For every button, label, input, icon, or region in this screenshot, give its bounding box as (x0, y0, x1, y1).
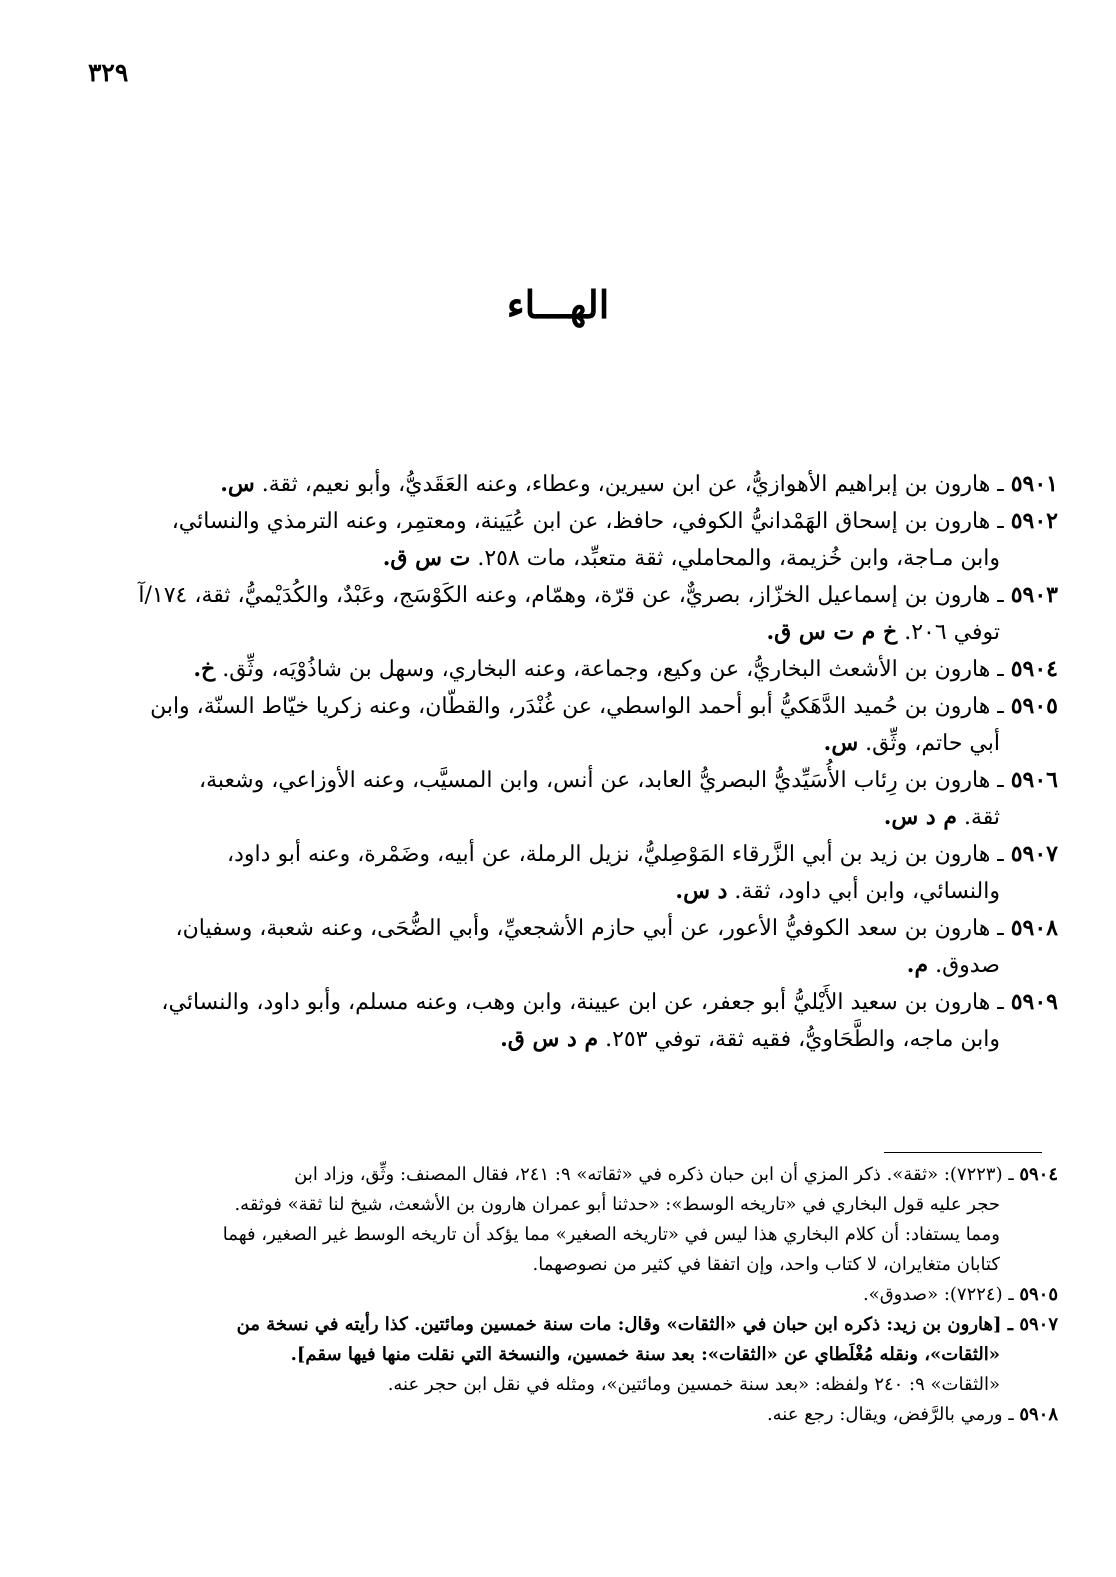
footnote-continuation: حجر عليه قول البخاري في «تاريخه الوسط»: «حدثنا أبو عمران هارون بن الأشعث، شيخ لنا ثقة» فوثقه. (234, 1194, 1000, 1215)
footnote-5: ٥٩٠٨ ـ ورمي بالرَّفض، ويقال: رجع عنه. (766, 1404, 1058, 1425)
entry-continuation: صدوق. م. (906, 952, 1000, 978)
entry-codes: م د س. (883, 804, 957, 830)
entry-codes: د س. (675, 878, 728, 904)
entry-codes: خ م ت س ق. (766, 619, 898, 645)
entry-9: ٥٩٠٩ ـ هارون بن سعيد الأَيْليُّ أبو جعفر، عن ابن عيينة، وابن وهب، وعنه مسلم، وأبو داود، والنسائي، وابن ماجه، والطَّحَاويُّ، فقيه ثقة، توفي ٢٥٣. م د س ق. (70, 984, 1058, 1058)
entry-number: ٥٩٠٢ (1010, 508, 1058, 534)
entry-codes: ت س ق. (382, 545, 471, 571)
entry-text: هارون بن رِئاب الأُسَيِّديُّ البصريُّ العابد، عن أنس، وابن المسيَّب، وعنه الأوزاعي، وشعبة، (199, 768, 991, 793)
entry-text: هارون بن سعد الكوفيُّ الأعور، عن أبي حازم الأشجعيِّ، وأبي الضُّحَى، وعنه شعبة، وسفيان، (175, 916, 991, 941)
entry-3: ٥٩٠٣ ـ هارون بن إسماعيل الخزّاز، بصريٌّ، عن قرّة، وهمّام، وعنه الكَوْسَج، وعَبْدٌ، والكُدَيْميُّ، ثقة، ١٧٤/آ توفي ٢٠٦. خ م ت س ق. (70, 577, 1058, 651)
footnote-4 (70, 1370, 1058, 1400)
entry-number: ٥٩٠٩ (1010, 989, 1058, 1015)
entry-continuation: والنسائي، وابن أبي داود، ثقة. د س. (675, 878, 1000, 904)
footnote-text: ورمي بالرَّفض، ويقال: رجع عنه. (766, 1404, 1003, 1425)
entry-number: ٥٩٠٦ (1010, 767, 1058, 793)
footnote-text: «الثقات» ٩: ٢٤٠ ولفظه: «بعد سنة خمسين ومائتين»، ومثله في نقل ابن حجر عنه. (387, 1374, 1000, 1395)
entry-continuation: وابن ماجه، والطَّحَاويُّ، فقيه ثقة، توفي ٢٥٣. م د س ق. (500, 1026, 1000, 1052)
entry-codes: م د س ق. (500, 1026, 599, 1052)
entry-1: ٥٩٠١ ـ هارون بن إبراهيم الأهوازيُّ، عن ابن سيرين، وعطاء، وعنه العَقَديُّ، وأبو نعيم، ثقة. س. (220, 471, 1058, 497)
entry-text: هارون بن إبراهيم الأهوازيُّ، عن ابن سيرين، وعطاء، وعنه العَقَديُّ، وأبو نعيم، ثقة. (261, 472, 991, 497)
entry-7: ٥٩٠٧ ـ هارون بن زيد بن أبي الزَّرقاء المَوْصِليُّ، نزيل الرملة، عن أبيه، وضَمْرة، وعنه أبو داود، والنسائي، وابن أبي داود، ثقة. د س. (70, 836, 1058, 910)
entry-codes: س. (823, 730, 859, 756)
entry-text: هارون بن الأشعث البخاريُّ، عن وكيع، وجماعة، وعنه البخاري، وسهل بن شاذُوْيَه، وثِّق. (222, 657, 991, 682)
footnote-number: ٥٩٠٥ (1019, 1284, 1058, 1305)
entry-codes: خ. (193, 656, 216, 682)
entry-text: هارون بن زيد بن أبي الزَّرقاء المَوْصِليُّ، نزيل الرملة، عن أبيه، وضَمْرة، وعنه أبو داود، (227, 842, 991, 867)
entry-continuation: وابن مـاجة، وابن خُزيمة، والمحاملي، ثقة متعبِّد، مات ٢٥٨. ت س ق. (382, 545, 1000, 571)
entry-text: هارون بن حُميد الدَّهَكيُّ أبو أحمد الواسطي، عن غُنْدَر، والقطّان، وعنه زكريا خيّاط السنّة، وابن (150, 694, 991, 719)
footnote-2: ٥٩٠٥ ـ (٧٢٢٤): «صدوق». (862, 1284, 1058, 1305)
entry-codes: م. (906, 952, 929, 978)
entry-codes: س. (220, 471, 255, 497)
footnote-1: ٥٩٠٤ ـ (٧٢٢٣): «ثقة». ذكر المزي أن ابن حبان ذكره في «ثقاته» ٩: ٢٤١، فقال المصنف: وثِّق، وزاد ابن حجر عليه قول البخاري في «تاريخه الوسط»: «حدثنا أبو عمران هارون بن الأشعث، شيخ لنا ثقة» فوثقه. ومما يستفاد: أن كلام البخاري هذا ليس في «تاريخه الصغير» مما يؤكد أن تاريخه الوسط غير الصغير، فهما كتابان متغايران، لا كتاب واحد، وإن اتفقا في كثير من نصوصهما. (70, 1160, 1058, 1280)
footnote-divider (884, 1152, 1042, 1153)
entry-number: ٥٩٠٧ (1010, 841, 1058, 867)
entry-text: هارون بن سعيد الأَيْليُّ أبو جعفر، عن ابن عيينة، وابن وهب، وعنه مسلم، وأبو داود، والنسائي، (161, 990, 991, 1015)
entry-continuation: ثقة. م د س. (883, 804, 1000, 830)
entry-4: ٥٩٠٤ ـ هارون بن الأشعث البخاريُّ، عن وكيع، وجماعة، وعنه البخاري، وسهل بن شاذُوْيَه، وثِّق. خ. (193, 656, 1058, 682)
footnote-number: ٥٩٠٧ (1019, 1314, 1058, 1335)
section-title: الهـــاء (506, 282, 610, 327)
footnote-continuation: ومما يستفاد: أن كلام البخاري هذا ليس في «تاريخه الصغير» مما يؤكد أن تاريخه الوسط غير الصغير، فهما (222, 1224, 1000, 1245)
footnote-number: ٥٩٠٨ (1019, 1404, 1058, 1425)
entry-continuation: أبي حاتم، وثِّق. س. (823, 730, 1000, 756)
page-number: ٣٢٩ (88, 58, 129, 87)
footnote-continuation: «الثقات»، ونقله مُغْلَطاي عن «الثقات»: بعد سنة خمسين، والنسخة التي نقلت منها فيها سقم]. (290, 1344, 1000, 1365)
entry-continuation: توفي ٢٠٦. خ م ت س ق. (766, 619, 1000, 645)
entry-6: ٥٩٠٦ ـ هارون بن رِئاب الأُسَيِّديُّ البصريُّ العابد، عن أنس، وابن المسيَّب، وعنه الأوزاعي، وشعبة، ثقة. م د س. (70, 762, 1058, 836)
entry-number: ٥٩٠٨ (1010, 915, 1058, 941)
footnote-3: ٥٩٠٧ ـ [هارون بن زيد: ذكره ابن حبان في «الثقات» وقال: مات سنة خمسين ومائتين. كذا رأيته في نسخة من «الثقات»، ونقله مُغْلَطاي عن «الثقات»: بعد سنة خمسين، والنسخة التي نقلت منها فيها سقم]. (70, 1310, 1058, 1370)
footnote-number: ٥٩٠٤ (1019, 1164, 1058, 1185)
footnotes-list (70, 1160, 1058, 1430)
footnote-text: (٧٢٢٣): «ثقة». ذكر المزي أن ابن حبان ذكره في «ثقاته» ٩: ٢٤١، فقال المصنف: وثِّق، وزاد ابن (294, 1164, 1003, 1185)
entry-8: ٥٩٠٨ ـ هارون بن سعد الكوفيُّ الأعور، عن أبي حازم الأشجعيِّ، وأبي الضُّحَى، وعنه شعبة، وسفيان، صدوق. م. (70, 910, 1058, 984)
footnote-continuation: كتابان متغايران، لا كتاب واحد، وإن اتفقا في كثير من نصوصهما. (532, 1254, 1000, 1275)
entry-5: ٥٩٠٥ ـ هارون بن حُميد الدَّهَكيُّ أبو أحمد الواسطي، عن غُنْدَر، والقطّان، وعنه زكريا خيّاط السنّة، وابن أبي حاتم، وثِّق. س. (70, 688, 1058, 762)
entry-2: ٥٩٠٢ ـ هارون بن إسحاق الهَمْدانيُّ الكوفي، حافظ، عن ابن عُيَينة، ومعتمِر، وعنه الترمذي والنسائي، وابن مـاجة، وابن خُزيمة، والمحاملي، ثقة متعبِّد، مات ٢٥٨. ت س ق. (70, 503, 1058, 577)
entry-text: هارون بن إسحاق الهَمْدانيُّ الكوفي، حافظ، عن ابن عُيَينة، ومعتمِر، وعنه الترمذي والنسائي، (171, 509, 991, 534)
footnote-text: (٧٢٢٤): «صدوق». (862, 1284, 1003, 1305)
entry-number: ٥٩٠٤ (1010, 656, 1058, 682)
entry-number: ٥٩٠٣ (1010, 582, 1058, 608)
footnote-text: [هارون بن زيد: ذكره ابن حبان في «الثقات» وقال: مات سنة خمسين ومائتين. كذا رأيته في نسخة من (236, 1314, 1002, 1335)
entry-number: ٥٩٠١ (1010, 471, 1058, 497)
entry-number: ٥٩٠٥ (1010, 693, 1058, 719)
entries-list (70, 466, 1058, 1058)
entry-text: هارون بن إسماعيل الخزّاز، بصريٌّ، عن قرّة، وهمّام، وعنه الكَوْسَج، وعَبْدٌ، والكُدَيْميُّ، ثقة، ١٧٤/آ (138, 583, 991, 608)
